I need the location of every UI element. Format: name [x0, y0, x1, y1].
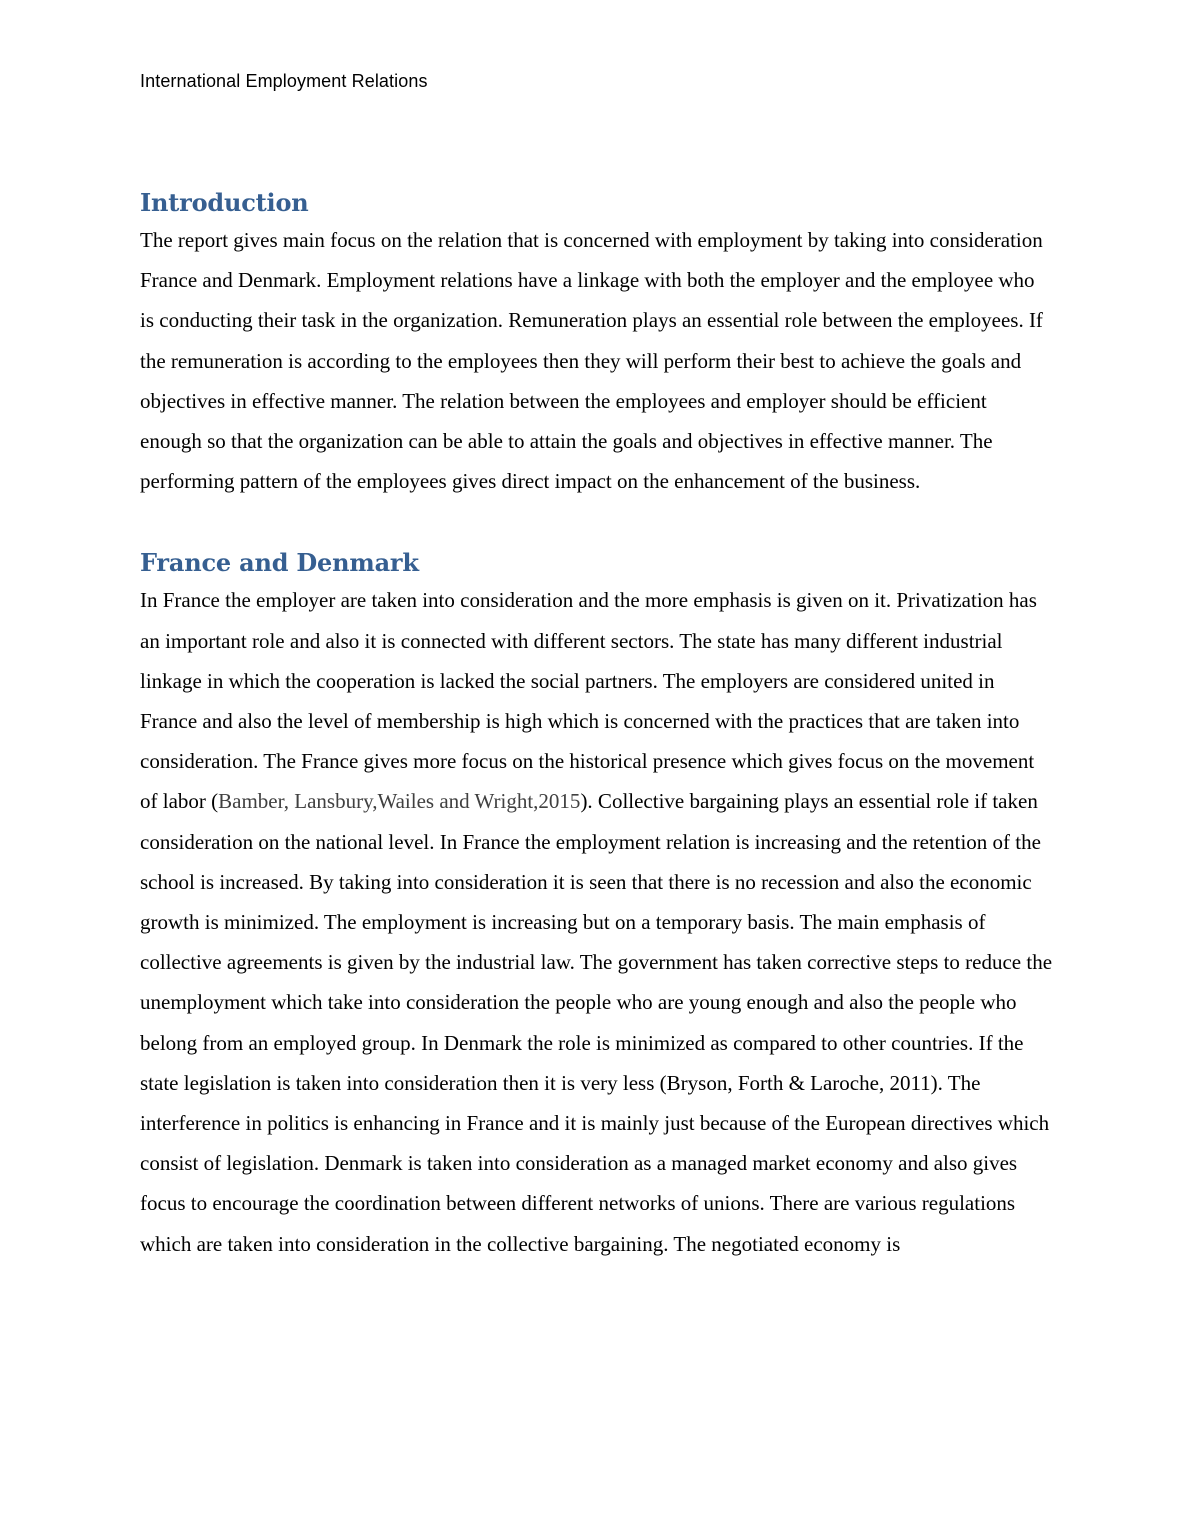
- paragraph-introduction: The report gives main focus on the relation that is concerned with employment by taking into consideration France and Denmark. Employment relations have a linkage with both the employer and the employee who is conducting their task in the organization. Remuneration plays an essential role between the employees. If the remuneration is according to the employees then they will perform their best to achieve the goals and objectives in effective manner. The relation between the employees and employer should be efficient enough so that the organization can be able to attain the goals and objectives in effective manner. The performing pattern of the employees gives direct impact on the enhancement of the business.: [140, 228, 1043, 494]
- paragraph-text-after-citation: ). Collective bargaining plays an essential role if taken consideration on the national level. In France the employment relation is increasing and the retention of the school is increased. By taking into consideration it is seen that there is no recession and also the economic growth is minimized. The employment is increasing but on a temporary basis. The main emphasis of collective agreements is given by the industrial law. The government has taken corrective steps to reduce the unemployment which take into consideration the people who are young enough and also the people who belong from an employed group. In Denmark the role is minimized as compared to other countries. If the state legislation is taken into consideration then it is very less (Bryson, Forth & Laroche, 2011). The interference in politics is enhancing in France and it is mainly just because of the European directives which consist of legislation. Denmark is taken into consideration as a managed market economy and also gives focus to encourage the coordination between different networks of unions. There are various regulations which are taken into consideration in the collective bargaining. The negotiated economy is: [140, 789, 1053, 1256]
- section-heading-introduction: Introduction: [140, 188, 309, 217]
- running-header: International Employment Relations: [140, 71, 428, 91]
- paragraph-text-before-citation: In France the employer are taken into consideration and the more emphasis is given on it. Privatization has an important role and also it is connected with different sectors. The state has many different industrial linkage in which the cooperation is lacked the social partners. The employers are considered united in France and also the level of membership is high which is concerned with the practices that are taken into consideration. The France gives more focus on the historical presence which gives focus on the movement of labor (: [140, 588, 1037, 814]
- section-heading-france-and-denmark: France and Denmark: [140, 548, 419, 578]
- citation-reference: Bamber, Lansbury,Wailes and Wright,2015: [218, 789, 581, 814]
- section-france-and-denmark: [140, 546, 1052, 1263]
- section-spacer: [140, 501, 1052, 546]
- document-body: [140, 186, 1052, 1264]
- section-introduction: [140, 186, 1052, 501]
- paragraph-france-and-denmark: [140, 580, 1052, 1263]
